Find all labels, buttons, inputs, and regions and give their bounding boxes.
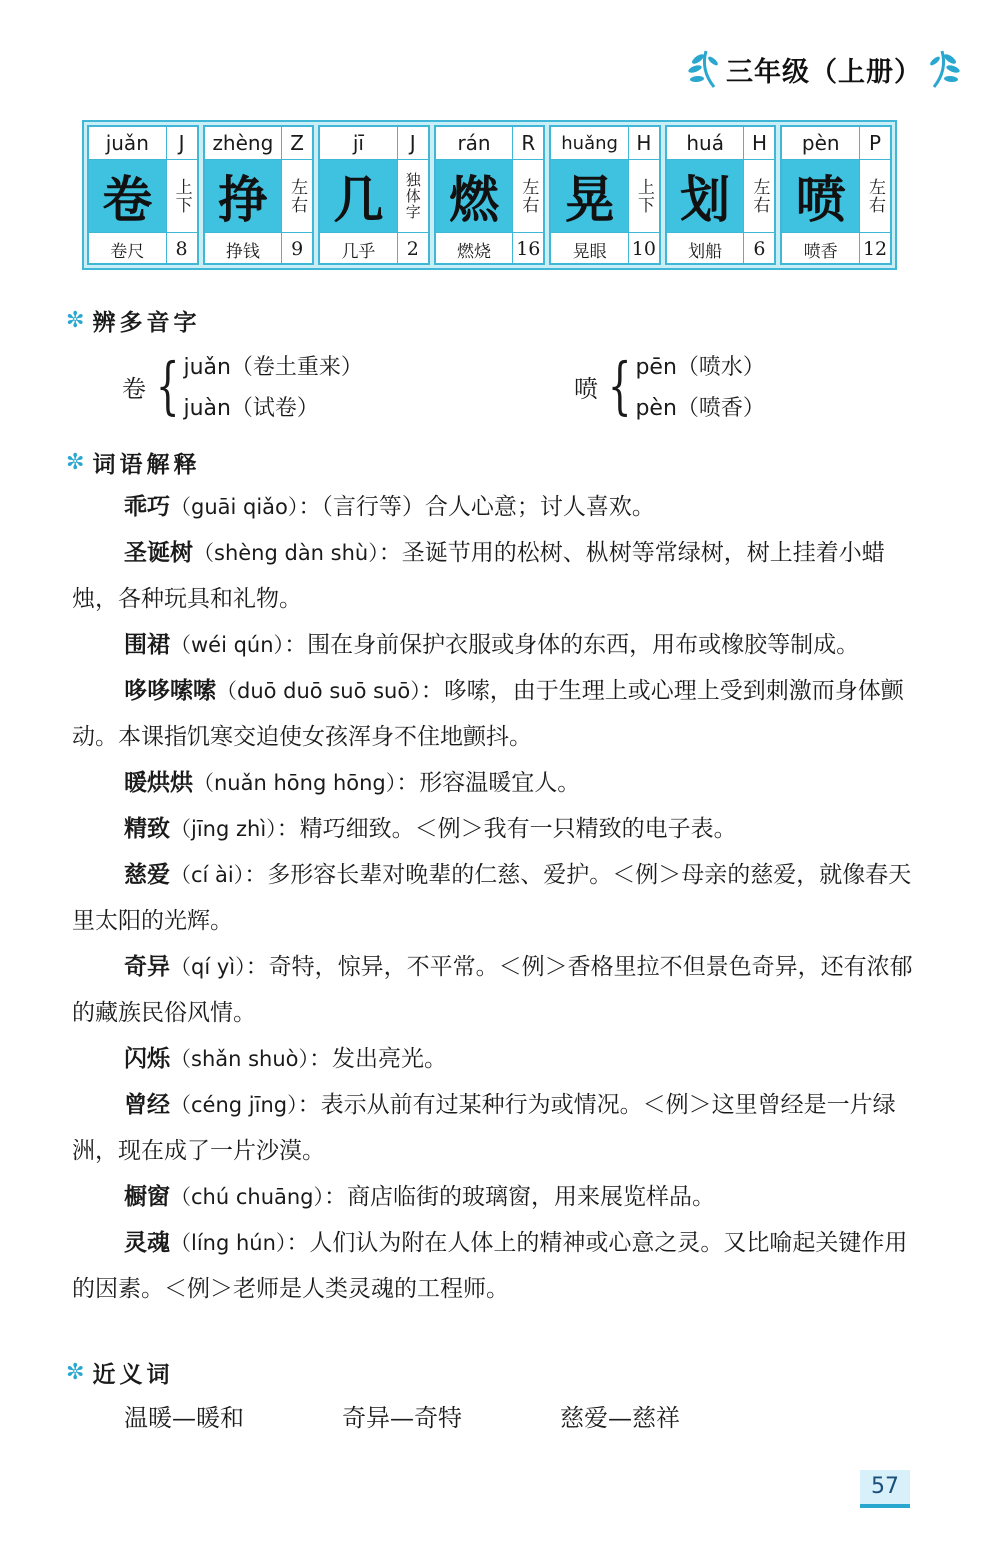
definition-item <box>72 668 917 760</box>
definition-pinyin: （duō duō suō suō） <box>216 679 421 703</box>
definition-pinyin: （líng hún） <box>170 1231 287 1255</box>
definition-pinyin: （céng jīng） <box>170 1093 298 1117</box>
definition-term: 哆哆嗦嗦 <box>124 677 216 704</box>
page-number: 57 <box>860 1470 910 1508</box>
section-vocab-heading <box>66 446 200 479</box>
char-stroke-count: 2 <box>406 238 419 260</box>
definition-term: 灵魂 <box>124 1229 170 1256</box>
char-example-word: 挣钱 <box>205 233 283 265</box>
definition-pinyin: （qí yì） <box>170 955 246 979</box>
definition-item <box>72 1220 917 1312</box>
leaf-ornament-right-icon <box>928 47 968 91</box>
char-structure: 左右 <box>282 160 312 233</box>
char-stroke-count: 12 <box>862 238 888 260</box>
flower-bullet-icon: ✼ <box>66 308 85 333</box>
definition-term: 橱窗 <box>124 1183 170 1210</box>
char-initial-letter: R <box>513 127 543 160</box>
section-title: 辨多音字 <box>92 310 201 336</box>
grade-label: 三年级（上册） <box>726 56 922 88</box>
section-synonyms-heading <box>66 1356 173 1389</box>
char-stroke-count: 8 <box>175 238 188 260</box>
polyphone-group <box>122 350 363 422</box>
char-structure: 独体字 <box>398 160 428 233</box>
synonym-pair: 奇异—奇特 <box>342 1404 462 1432</box>
definition-item <box>72 1174 917 1220</box>
char-structure: 左右 <box>860 160 890 233</box>
definition-item <box>72 806 917 852</box>
char-card <box>203 125 315 265</box>
char-example-word: 晃眼 <box>551 233 629 265</box>
definition-text: ：（言行等）合人心意；讨人喜欢。 <box>298 494 655 520</box>
definition-text: ：围在身前保护衣服或身体的东西，用布或橡胶等制成。 <box>284 632 860 658</box>
char-stroke-count: 9 <box>291 238 304 260</box>
leaf-ornament-left-icon <box>680 47 720 91</box>
definition-term: 圣诞树 <box>124 539 193 566</box>
definition-term: 奇异 <box>124 953 170 980</box>
definition-text: ：奇特，惊异，不平常。＜例＞香格里拉不但景色奇异，还有浓郁的藏族民俗风情。 <box>72 954 913 1026</box>
definition-term: 精致 <box>124 815 170 842</box>
char-structure: 上下 <box>629 160 659 233</box>
definition-text: ：形容温暖宜人。 <box>396 770 581 796</box>
char-structure: 左右 <box>513 160 543 233</box>
definition-item <box>72 1036 917 1082</box>
definition-text: ：哆嗦，由于生理上或心理上受到刺激而身体颤动。本课指饥寒交迫使女孩浑身不住地颤抖。 <box>72 678 904 750</box>
char-stroke-count: 6 <box>753 238 766 260</box>
definition-term: 围裙 <box>124 631 170 658</box>
char-pinyin: huǎng <box>551 127 629 160</box>
char-card <box>549 125 661 265</box>
flower-bullet-icon: ✼ <box>66 1360 85 1385</box>
definition-text: ：人们认为附在人体上的精神或心意之灵。又比喻起关键作用的因素。＜例＞老师是人类灵魂的工程师。 <box>72 1230 908 1302</box>
definition-item <box>72 760 917 806</box>
definition-item <box>72 1082 917 1174</box>
char-initial-letter: J <box>398 127 428 160</box>
definition-text: ：发出亮光。 <box>309 1046 448 1072</box>
definition-term: 慈爱 <box>124 861 170 888</box>
char-structure: 左右 <box>744 160 774 233</box>
flower-bullet-icon: ✼ <box>66 450 85 475</box>
definition-pinyin: （guāi qiǎo） <box>170 495 299 519</box>
char-example-word: 燃烧 <box>436 233 514 265</box>
char-example-word: 喷香 <box>782 233 860 265</box>
section-title: 词语解释 <box>92 452 201 478</box>
page-header <box>680 44 968 94</box>
definition-text: ：多形容长辈对晚辈的仁慈、爱护。＜例＞母亲的慈爱，就像春天里太阳的光辉。 <box>72 862 912 934</box>
character-table <box>82 120 897 270</box>
char-glyph: 划 <box>667 160 745 233</box>
char-glyph: 几 <box>320 160 398 233</box>
char-glyph: 卷 <box>89 160 167 233</box>
char-glyph: 燃 <box>436 160 514 233</box>
synonym-list <box>124 1398 680 1433</box>
section-polyphone-heading <box>66 304 200 337</box>
char-pinyin: jī <box>320 127 398 160</box>
definition-item <box>72 484 917 530</box>
definition-term: 暖烘烘 <box>124 769 193 796</box>
polyphone-reading: pèn（喷香） <box>635 396 765 421</box>
char-stroke-count: 10 <box>631 238 656 260</box>
polyphone-reading: juàn（试卷） <box>183 396 319 421</box>
definition-pinyin: （wéi qún） <box>170 633 285 657</box>
char-card <box>780 125 892 265</box>
char-pinyin: rán <box>436 127 514 160</box>
polyphone-readings <box>635 350 764 422</box>
definition-item <box>72 944 917 1036</box>
definition-term: 乖巧 <box>124 493 170 520</box>
polyphone-char: 卷 <box>122 374 146 403</box>
char-example-word: 卷尺 <box>89 233 167 265</box>
char-example-word: 几乎 <box>320 233 398 265</box>
char-stroke-count: 16 <box>516 238 541 260</box>
definition-pinyin: （nuǎn hōng hōng） <box>193 771 397 795</box>
definition-pinyin: （shǎn shuò） <box>170 1047 310 1071</box>
char-glyph: 挣 <box>205 160 283 233</box>
definition-item <box>72 622 917 668</box>
definition-item <box>72 852 917 944</box>
char-pinyin: zhèng <box>205 127 283 160</box>
char-initial-letter: H <box>629 127 659 160</box>
polyphone-group <box>574 350 765 422</box>
definition-text: ：精巧细致。＜例＞我有一只精致的电子表。 <box>276 816 737 842</box>
char-glyph: 喷 <box>782 160 860 233</box>
char-card <box>318 125 430 265</box>
char-initial-letter: P <box>860 127 890 160</box>
definition-text: ：圣诞节用的松树、枞树等常绿树，树上挂着小蜡烛，各种玩具和礼物。 <box>72 540 885 612</box>
definition-item <box>72 530 917 622</box>
definition-pinyin: （shèng dàn shù） <box>193 541 379 565</box>
definition-pinyin: （jīng zhì） <box>170 817 277 841</box>
char-card <box>665 125 777 265</box>
definition-term: 闪烁 <box>124 1045 170 1072</box>
polyphone-readings <box>183 350 362 422</box>
char-structure: 上下 <box>167 160 197 233</box>
char-example-word: 划船 <box>667 233 745 265</box>
polyphone-reading: pēn（喷水） <box>635 355 765 380</box>
brace-icon: { <box>155 349 180 422</box>
char-initial-letter: Z <box>282 127 312 160</box>
synonym-pair: 慈爱—慈祥 <box>560 1404 680 1432</box>
definition-text: ：商店临街的玻璃窗，用来展览样品。 <box>324 1184 716 1210</box>
char-card <box>434 125 546 265</box>
char-card <box>87 125 199 265</box>
char-pinyin: pèn <box>782 127 860 160</box>
synonym-pair: 温暖—暖和 <box>124 1404 244 1432</box>
definition-text: ：表示从前有过某种行为或情况。＜例＞这里曾经是一片绿洲，现在成了一片沙漠。 <box>72 1092 896 1164</box>
char-initial-letter: J <box>167 127 197 160</box>
char-pinyin: huá <box>667 127 745 160</box>
char-pinyin: juǎn <box>89 127 167 160</box>
section-title: 近义词 <box>92 1362 174 1388</box>
char-glyph: 晃 <box>551 160 629 233</box>
definition-term: 曾经 <box>124 1091 170 1118</box>
definition-pinyin: （chú chuāng） <box>170 1185 325 1209</box>
brace-icon: { <box>607 349 632 422</box>
polyphone-reading: juǎn（卷土重来） <box>183 355 363 380</box>
polyphone-char: 喷 <box>574 374 598 403</box>
char-initial-letter: H <box>744 127 774 160</box>
definition-pinyin: （cí ài） <box>170 863 245 887</box>
definition-list <box>72 484 917 1312</box>
